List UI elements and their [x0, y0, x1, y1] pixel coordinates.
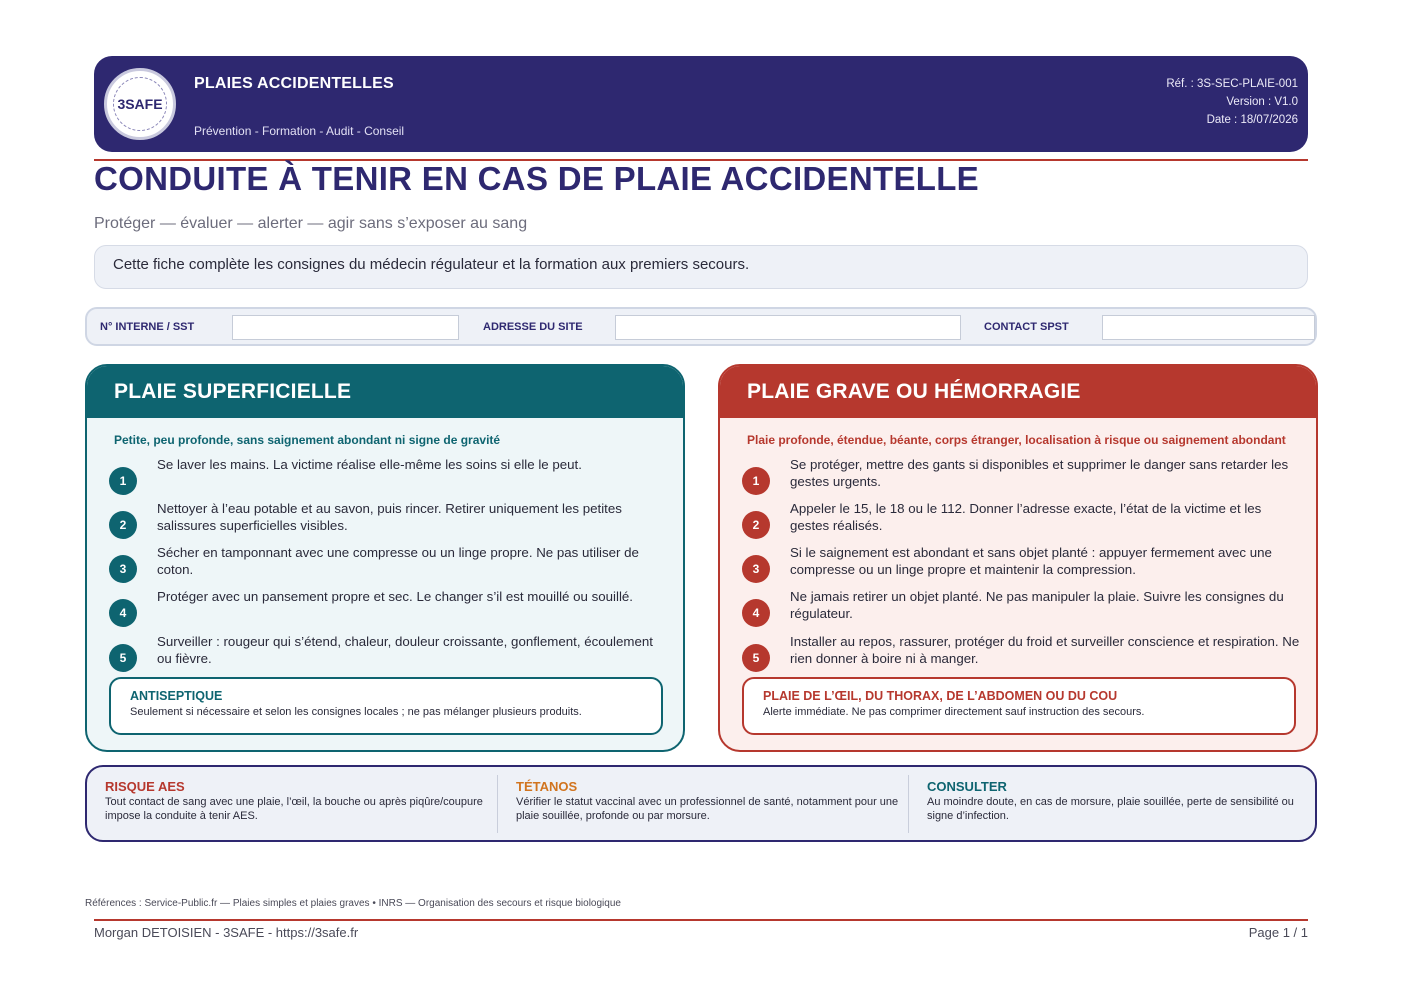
- block-text: Tout contact de sang avec une plaie, l’œil, la bouche ou après piqûre/coupure impose la conduite à tenir AES.: [105, 796, 483, 822]
- step-number: 3: [742, 555, 770, 583]
- step-number: 5: [109, 644, 137, 672]
- step-text: Sécher en tamponnant avec une compresse ou un linge propre. Ne pas utiliser de coton.: [157, 545, 639, 577]
- step-number: 1: [742, 467, 770, 495]
- document-version: Version : V1.0: [1226, 96, 1298, 108]
- column-divider: [497, 775, 498, 833]
- antiseptic-note: [109, 677, 663, 735]
- step-text: Se laver les mains. La victime réalise elle-même les soins si elle le peut.: [157, 457, 582, 472]
- step-number: 5: [742, 644, 770, 672]
- footer-author: Morgan DETOISIEN - 3SAFE - https://3safe.fr: [94, 925, 359, 940]
- header-subtitle: Prévention - Formation - Audit - Conseil: [194, 124, 405, 138]
- card-title: PLAIE GRAVE OU HÉMORRAGIE: [720, 366, 1316, 418]
- consult-block: [927, 779, 1312, 823]
- document-date: Date : 18/07/2026: [1206, 114, 1298, 126]
- key-risks-bar: [85, 765, 1317, 842]
- site-address-input[interactable]: [615, 315, 961, 340]
- note-title: PLAIE DE L’ŒIL, DU THORAX, DE L’ABDOMEN OU DU COU: [763, 689, 1118, 703]
- card-subtitle: Petite, peu profonde, sans saignement abondant ni signe de gravité: [114, 433, 501, 447]
- document-ref: Réf. : 3S-SEC-PLAIE-001: [1166, 78, 1298, 90]
- step-text: Se protéger, mettre des gants si disponibles et supprimer le danger sans retarder les gestes urgents.: [790, 457, 1289, 489]
- page-title: CONDUITE À TENIR EN CAS DE PLAIE ACCIDENTELLE: [94, 160, 979, 197]
- step-number: 2: [742, 511, 770, 539]
- severe-wound-card: [718, 364, 1318, 752]
- internal-number-input[interactable]: [232, 315, 459, 340]
- superficial-wound-card: [85, 364, 685, 752]
- step-text: Ne jamais retirer un objet planté. Ne pas manipuler la plaie. Suivre les consignes du régulateur.: [790, 589, 1284, 621]
- step-text: Installer au repos, rassurer, protéger du froid et surveiller conscience et respiration. Ne rien donner à boire ni à manger.: [790, 634, 1300, 666]
- step-text: Surveiller : rougeur qui s’étend, chaleur, douleur croissante, gonflement, écoulement ou fièvre.: [157, 634, 653, 666]
- column-divider: [908, 775, 909, 833]
- footer-divider: [94, 919, 1308, 921]
- step-text: Appeler le 15, le 18 ou le 112. Donner l’adresse exacte, l’état de la victime et les gestes réalisés.: [790, 501, 1262, 533]
- step-number: 3: [109, 555, 137, 583]
- step-text: Si le saignement est abondant et sans objet planté : appuyer fermement avec une compresse ou un linge propre et maintenir la compression.: [790, 545, 1272, 577]
- step-number: 4: [109, 599, 137, 627]
- note-text: Seulement si nécessaire et selon les consignes locales ; ne pas mélanger plusieurs produits.: [130, 706, 582, 718]
- header-banner: [94, 56, 1308, 152]
- block-title: RISQUE AES: [105, 779, 185, 794]
- contact-spst-input[interactable]: [1102, 315, 1315, 340]
- card-title: PLAIE SUPERFICIELLE: [87, 366, 683, 418]
- references: Références : Service-Public.fr — Plaies simples et plaies graves • INRS — Organisation des secours et risque biologique: [85, 898, 621, 909]
- block-text: Au moindre doute, en cas de morsure, plaie souillée, perte de sensibilité ou signe d’infection.: [927, 796, 1294, 822]
- critical-location-note: [742, 677, 1296, 735]
- contact-spst-label: CONTACT SPST: [984, 321, 1069, 333]
- internal-number-label: N° INTERNE / SST: [100, 321, 195, 333]
- logo-text: 3SAFE: [117, 96, 163, 112]
- block-text: Vérifier le statut vaccinal avec un professionnel de santé, notamment pour une plaie souillée, profonde ou par morsure.: [516, 796, 899, 822]
- note-title: ANTISEPTIQUE: [130, 689, 223, 703]
- company-logo: [104, 68, 176, 140]
- header-title: PLAIES ACCIDENTELLES: [194, 75, 394, 92]
- site-address-label: ADRESSE DU SITE: [483, 321, 583, 333]
- document-meta: [1166, 75, 1298, 129]
- step-number: 1: [109, 467, 137, 495]
- step-text: Protéger avec un pansement propre et sec. Le changer s’il est mouillé ou souillé.: [157, 589, 634, 604]
- page-subtitle: Protéger — évaluer — alerter — agir sans s’exposer au sang: [94, 215, 528, 232]
- card-subtitle: Plaie profonde, étendue, béante, corps étranger, localisation à risque ou saignement abondant: [747, 433, 1286, 447]
- note-text: Alerte immédiate. Ne pas comprimer directement sauf instruction des secours.: [763, 706, 1145, 718]
- step-text: Nettoyer à l’eau potable et au savon, puis rincer. Retirer uniquement les petites salissures superficielles visibles.: [157, 501, 622, 533]
- block-title: TÉTANOS: [516, 779, 578, 794]
- step-number: 2: [109, 511, 137, 539]
- aes-risk-block: [105, 779, 490, 823]
- tetanus-block: [516, 779, 901, 823]
- intro-box: Cette fiche complète les consignes du médecin régulateur et la formation aux premiers secours.: [94, 245, 1308, 289]
- step-number: 4: [742, 599, 770, 627]
- page-number: Page 1 / 1: [1248, 925, 1308, 940]
- info-fields-bar: [85, 307, 1317, 346]
- block-title: CONSULTER: [927, 779, 1007, 794]
